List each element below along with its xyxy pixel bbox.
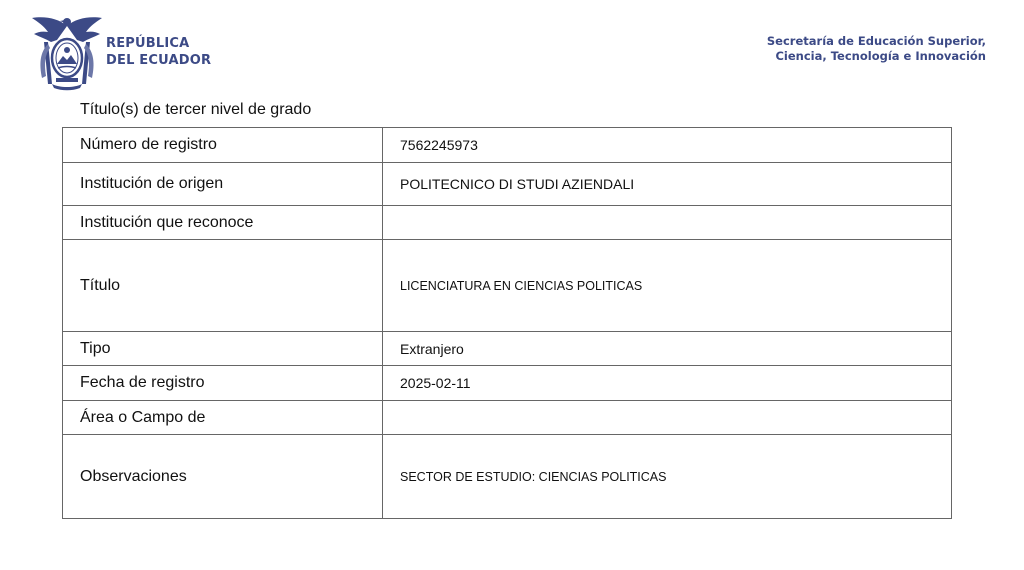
row-value-registration-date: 2025-02-11 <box>383 366 952 401</box>
table-row <box>63 435 952 519</box>
row-label-title: Título <box>63 240 383 332</box>
row-value-registration-number: 7562245973 <box>383 128 952 163</box>
agency-name-line2: Ciencia, Tecnología e Innovación <box>775 49 986 63</box>
agency-name <box>767 34 986 64</box>
row-value-origin-institution: POLITECNICO DI STUDI AZIENDALI <box>383 163 952 206</box>
section-title: Título(s) de tercer nivel de grado <box>80 101 312 118</box>
table-row <box>63 332 952 366</box>
row-value-type: Extranjero <box>383 332 952 366</box>
table-row <box>63 240 952 332</box>
row-value-field-area <box>383 401 952 435</box>
row-label-type: Tipo <box>63 332 383 366</box>
degree-record-table <box>62 127 952 519</box>
table-row <box>63 128 952 163</box>
table-row <box>63 401 952 435</box>
agency-name-line1: Secretaría de Educación Superior, <box>766 34 986 48</box>
country-name-line1: REPÚBLICA <box>106 36 190 51</box>
coat-of-arms-icon <box>30 12 104 92</box>
row-label-recognizing-institution: Institución que reconoce <box>63 206 383 240</box>
row-value-recognizing-institution <box>383 206 952 240</box>
table-row <box>63 206 952 240</box>
table-row <box>63 366 952 401</box>
row-value-title: LICENCIATURA EN CIENCIAS POLITICAS <box>383 240 952 332</box>
row-label-field-area: Área o Campo de <box>63 401 383 435</box>
table-row <box>63 163 952 206</box>
row-label-registration-date: Fecha de registro <box>63 366 383 401</box>
row-label-origin-institution: Institución de origen <box>63 163 383 206</box>
row-label-registration-number: Número de registro <box>63 128 383 163</box>
country-name-line2: DEL ECUADOR <box>106 53 212 68</box>
country-logo <box>30 12 211 92</box>
row-label-observations: Observaciones <box>63 435 383 519</box>
row-value-observations: SECTOR DE ESTUDIO: CIENCIAS POLITICAS <box>383 435 952 519</box>
